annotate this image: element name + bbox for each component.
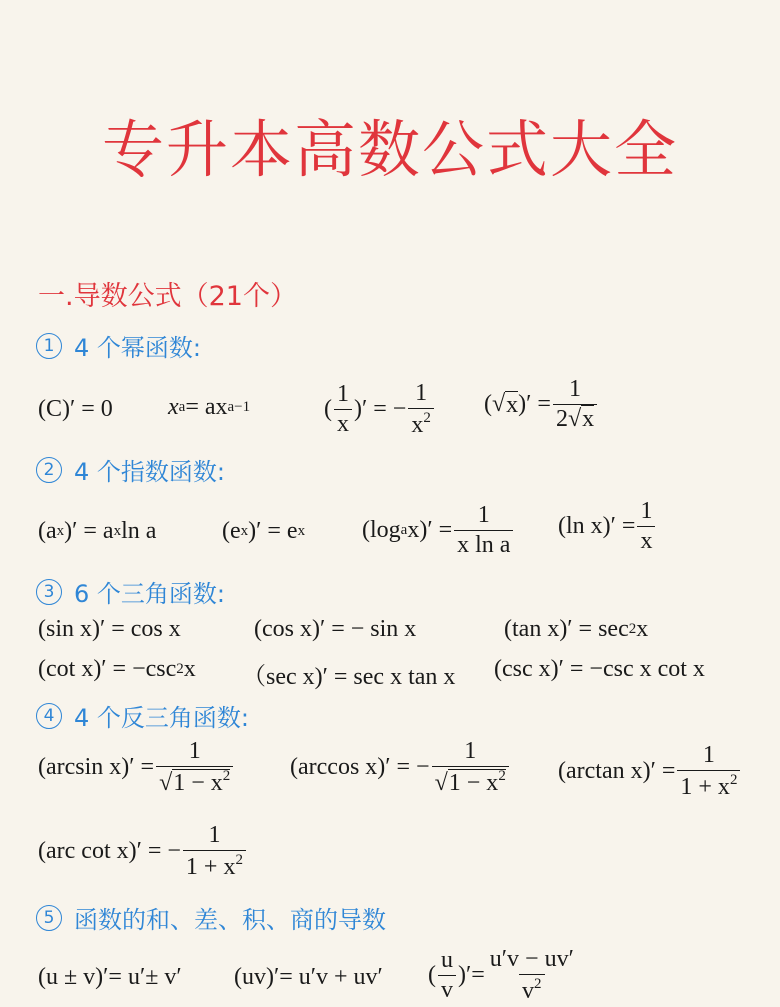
formula-arccos: (arccos x)′ = − $\frac{1}{√1 - x^2}$ [290, 738, 511, 797]
subheading-label: 4 个反三角函数: [74, 704, 249, 732]
circled-number: 3 [36, 579, 62, 605]
formula-csc: (csc x)′ = −csc x cot x [494, 656, 705, 682]
subheading-exponential-functions [36, 452, 225, 487]
formula-sec: （sec x)′ = sec x tan x [242, 664, 456, 690]
subheading-label: 4 个幂函数: [74, 334, 201, 362]
circled-number: 4 [36, 703, 62, 729]
formula-sqrt: (√ x )′ = $\frac{1}{2√x}$ [484, 376, 599, 433]
subheading-inverse-trig-functions [36, 698, 249, 733]
formula-ln: (ln x)′ = $\frac{1}{x}$ [558, 498, 657, 555]
formula-power: x a = ax a−1 [168, 394, 251, 420]
circled-number: 5 [36, 905, 62, 931]
formula-tan: (tan x)′ = sec 2 x [504, 616, 649, 642]
subheading-sum-product-quotient [36, 900, 386, 935]
formula-a-to-x: (a x )′ = a x ln a [38, 518, 157, 544]
formula-e-to-x: (e x )′ = e x [222, 518, 306, 544]
page-title: 专升本高数公式大全 [101, 113, 678, 186]
formula-constant: (C)′ = 0 [38, 396, 113, 422]
subheading-trig-functions [36, 574, 225, 609]
formula-arcsin: (arcsin x)′ = $\frac{1}{√1 - x^2}$ [38, 738, 235, 797]
formula-reciprocal: ( $\frac{1}{x}$ )′ = − $\frac{1}{x^2}$ [324, 380, 436, 439]
formula-arccot: (arc cot x)′ = − $\frac{1}{1 + x^2}$ [38, 822, 248, 881]
subheading-label: 4 个指数函数: [74, 458, 225, 486]
formula-sum-rule: (u ± v)′= u′± v′ [38, 964, 182, 990]
formula-quotient-rule: ( $\frac{u}{v}$ )′= $\frac{u'v - uv'}{v^2}$ [428, 946, 574, 1004]
formula-arctan: (arctan x)′ = $\frac{1}{1 + x^2}$ [558, 742, 742, 801]
section-heading-derivatives: 一.导数公式（21个） [38, 281, 297, 312]
formula-product-rule: (uv)′= u′v + uv′ [234, 964, 383, 990]
circled-number: 2 [36, 457, 62, 483]
circled-number: 1 [36, 333, 62, 359]
formula-sin: (sin x)′ = cos x [38, 616, 181, 642]
formula-log: (log a x)′ = $\frac{1}{\text{x ln a}}$ [362, 502, 515, 559]
formula-cos: (cos x)′ = − sin x [254, 616, 417, 642]
subheading-label: 函数的和、差、积、商的导数 [74, 906, 386, 934]
subheading-power-functions [36, 328, 201, 363]
formula-cot: (cot x)′ = −csc 2 x [38, 656, 196, 682]
subheading-label: 6 个三角函数: [74, 580, 225, 608]
